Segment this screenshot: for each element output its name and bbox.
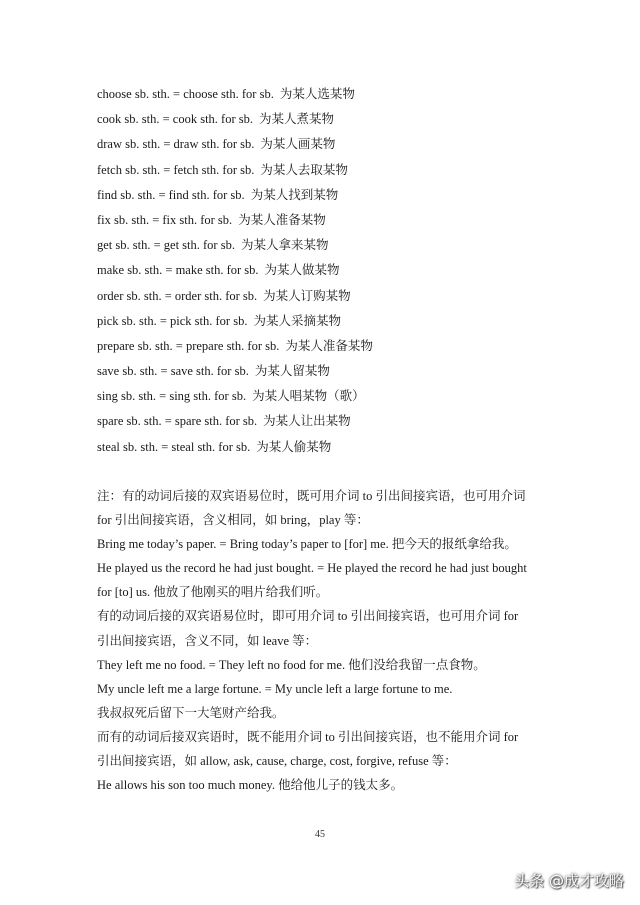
phrase-english: get sb. sth. = get sth. for sb.	[97, 238, 235, 253]
phrase-item	[97, 284, 373, 309]
phrase-item	[97, 107, 373, 132]
phrase-item	[97, 82, 373, 107]
phrase-item	[97, 435, 373, 460]
phrase-english: spare sb. sth. = spare sth. for sb.	[97, 414, 258, 429]
phrase-chinese: 为某人选某物	[279, 87, 355, 101]
phrase-english: find sb. sth. = find sth. for sb.	[97, 187, 245, 202]
phrase-item	[97, 334, 373, 359]
phrase-chinese: 为某人去取某物	[260, 162, 348, 177]
phrase-english: choose sb. sth. = choose sth. for sb.	[97, 87, 274, 101]
phrase-item	[97, 309, 373, 334]
phrase-english: fix sb. sth. = fix sth. for sb.	[97, 212, 233, 227]
phrase-chinese: 为某人让出某物	[263, 414, 351, 429]
phrase-item	[97, 359, 373, 384]
phrase-item	[97, 132, 373, 157]
phrase-item	[97, 258, 373, 283]
phrase-english: save sb. sth. = save sth. for sb.	[97, 364, 249, 379]
note-line: He played us the record he had just bought. = He played the record he had just bought	[97, 561, 527, 576]
phrase-chinese: 为某人采摘某物	[253, 313, 341, 328]
phrase-english: cook sb. sth. = cook sth. for sb.	[97, 112, 253, 127]
phrase-english: sing sb. sth. = sing sth. for sb.	[97, 389, 247, 404]
note-line: Bring me today’s paper. = Bring today’s paper to [for] me. 把今天的报纸拿给我。	[97, 537, 517, 552]
phrase-chinese: 为某人订购某物	[263, 288, 351, 303]
note-line: for 引出间接宾语，含义相同，如 bring，play 等：	[97, 513, 369, 528]
phrase-english: draw sb. sth. = draw sth. for sb.	[97, 137, 255, 152]
page-number: 45	[315, 829, 325, 840]
phrase-chinese: 为某人偷某物	[256, 439, 332, 454]
note-line: 引出间接宾语，含义不同，如 leave 等：	[97, 633, 318, 648]
phrase-english: order sb. sth. = order sth. for sb.	[97, 288, 258, 303]
note-line: My uncle left me a large fortune. = My uncle left a large fortune to me.	[97, 681, 453, 696]
phrase-chinese: 为某人找到某物	[250, 187, 339, 202]
phrase-english: prepare sb. sth. = prepare sth. for sb.	[97, 338, 280, 353]
phrase-english: steal sb. sth. = steal sth. for sb.	[97, 439, 251, 454]
phrase-chinese: 为某人煮某物	[259, 112, 335, 127]
phrase-list	[97, 82, 373, 460]
phrase-english: fetch sb. sth. = fetch sth. for sb.	[97, 162, 255, 177]
phrase-item	[97, 233, 373, 258]
note-line: 我叔叔死后留下一大笔财产给我。	[97, 705, 285, 720]
phrase-item	[97, 158, 373, 183]
note-line: They left me no food. = They left no food for me. 他们没给我留一点食物。	[97, 657, 486, 672]
phrase-item	[97, 384, 373, 409]
phrase-chinese: 为某人画某物	[260, 137, 336, 152]
note-line: for [to] us. 他放了他刚买的唱片给我们听。	[97, 585, 329, 600]
phrase-chinese: 为某人做某物	[264, 263, 340, 278]
phrase-item	[97, 208, 373, 233]
note-line: 注：有的动词后接的双宾语易位时，既可用介词 to 引出间接宾语，也可用介词	[97, 489, 526, 503]
phrase-item	[97, 409, 373, 434]
phrase-chinese: 为某人唱某物（歌）	[252, 389, 365, 404]
note-line: 引出间接宾语，如 allow, ask, cause, charge, cost, forgive, refuse 等：	[97, 754, 457, 769]
note-line: 而有的动词后接双宾语时，既不能用介词 to 引出间接宾语，也不能用介词 for	[97, 729, 519, 744]
notes-section	[97, 484, 567, 797]
phrase-english: pick sb. sth. = pick sth. for sb.	[97, 313, 248, 328]
note-line: 有的动词后接的双宾语易位时，即可用介词 to 引出间接宾语，也可用介词 for	[97, 609, 519, 624]
phrase-chinese: 为某人拿来某物	[240, 238, 329, 253]
note-line: He allows his son too much money. 他给他儿子的钱太多。	[97, 778, 404, 793]
phrase-chinese: 为某人留某物	[254, 364, 330, 379]
phrase-chinese: 为某人准备某物	[285, 338, 373, 353]
phrase-chinese: 为某人准备某物	[238, 212, 326, 227]
phrase-english: make sb. sth. = make sth. for sb.	[97, 263, 259, 278]
watermark: 头条 @成才攻略	[514, 872, 624, 890]
phrase-item	[97, 183, 373, 208]
